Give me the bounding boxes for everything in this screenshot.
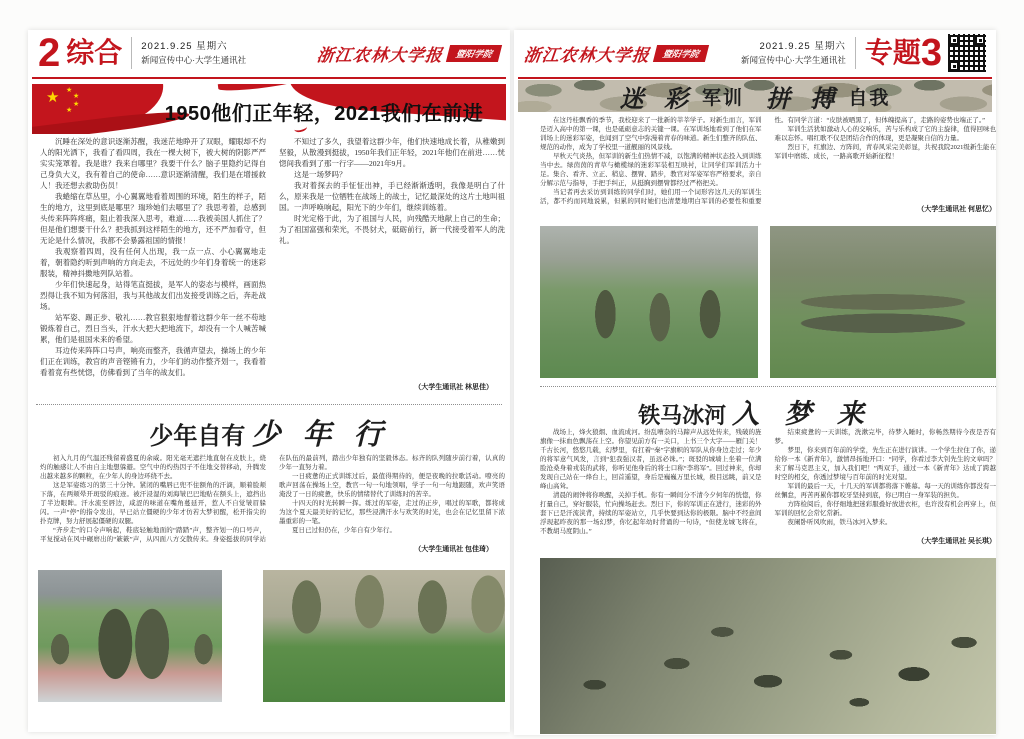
page-number: 2 — [38, 31, 61, 75]
masthead-title: 浙江农林大学报 — [522, 45, 651, 66]
flag-banner — [32, 84, 506, 134]
article2-headline-plain: 少年自有 — [149, 423, 246, 450]
photo-camo-hats-field — [540, 558, 996, 734]
article3-headline-calligraphy-2: 拼 搏 — [766, 83, 841, 113]
paragraph: 初入九月的气温还残留着盛夏的余威。阳光毫无遮拦地直射在皮肤上，烧灼的触感让人不由自主地想躲避。空气中的灼热因子不住地交替移动，升腾发出越来越多的颗粒，在少年人的身边环绕不去。 — [40, 455, 266, 480]
flag-star-big-icon: ★ — [46, 88, 60, 106]
paragraph: 不知过了多久，我望着这群少年，他们快速地成长着，从稚嫩到坚毅，从散漫到挺拔，1950年我们正年轻，2021年他们在前进……恍惚间我看到了那一行字——2021年9月。 — [279, 137, 505, 168]
qr-finder-icon — [949, 35, 959, 45]
article1-headline: 1950他们正年轻，2021我们在前进 — [164, 103, 484, 125]
paragraph: 在这丹桂飘香的季节，我校迎来了一批新的莘莘学子。对新生而言，军训是迈入高中的第一课，也是砥砺意志的关键一课。在军训场地看到了他们在军训场上的迷彩军姿，也闻到了空气中弥漫着青春的味道。新生们整齐的队伍、规范的动作，成为了学校里一道靓丽的风景线。 — [540, 117, 762, 151]
paragraph: 我蜷缩在草丛里，小心翼翼地看着周围的环境，陌生的样子，陌生的地方，这里到底是哪里？瑞珍她们去哪里了？我思考着，总感到头传来阵阵疼痛，阻止着我深入思考，难道……我被美国人抓住了？但是他们想要干什么？把我抓到这样陌生的地方，还不严加看守，但无论是什么情况，我都不会暴露祖国的情报！ — [40, 192, 266, 245]
paragraph: 沉睡在深处的意识逐渐苏醒，我迷茫地睁开了双眼，耀眼却不灼人的阳光洒下，我看了看四周，我在一棵大树下，被大树的阴影严严实实笼罩着。我是谁？我来自哪里？我要干什么？脑子里隐约记得自己身负大义，我有着自己的使命……意识逐渐清醒，我们是在增援救人！我还想去救助伤员！ — [40, 137, 266, 190]
photo-students-facing — [38, 570, 222, 702]
page-left — [28, 30, 510, 732]
red-rule — [32, 77, 506, 79]
masthead-badge: 暨阳学院 — [446, 45, 502, 62]
masthead-title: 浙江农林大学报 — [315, 45, 444, 66]
article3-headline-calligraphy-1: 迷 彩 — [619, 83, 694, 113]
paragraph: 时光定格于此，为了祖国与人民，向残酷天地献上自己的生命；为了祖国富强和荣光，不畏豺犬，砥砺前行，新一代接受着军人的洗礼。 — [279, 214, 505, 245]
article4-byline: （大学生通讯社 吴长琪） — [913, 536, 996, 546]
page-right — [514, 30, 996, 735]
paragraph: 夏日已过但仍在，少年自有少年行。 — [292, 527, 396, 534]
article3-headline-plain-1: 军训 — [701, 87, 744, 109]
left-header — [28, 30, 510, 76]
paragraph: 我观察着四周，没有任何人出现，我一点一点、小心翼翼地走着，朝着隐约听到声响的方向走去，不远处的少年们身着统一的迷彩服装，精神抖擞地列队站着。 — [40, 247, 266, 278]
article3-headline-plain-2: 自我 — [848, 87, 891, 109]
paragraph: 一日疲惫的正式训练过后，最值得期待的，便是夜晚的拉歌活动。嘹亮的歌声回荡在操场上空，教官一句一句地领唱，学子一句一句地跟随，欢声笑语淹没了一日的疲惫，快乐的情绪替代了训练时的苦辛。 — [279, 473, 505, 498]
photo-marching-legs — [263, 570, 505, 702]
camo-banner — [518, 80, 992, 112]
page-number: 3 — [920, 32, 942, 74]
paragraph: 烈日下，红旗边、方阵间，青春风采完美彰显，共祝我院2021级新生能在军训中磨练、成长，一路高歌开始新征程！ — [774, 144, 996, 160]
header-divider — [131, 37, 132, 69]
right-header — [514, 30, 996, 76]
date-text: 2021.9.25 星期六 — [141, 40, 228, 52]
date-block — [741, 40, 846, 67]
flag-star-icon: ★ — [66, 86, 73, 94]
photo-students-squatting — [770, 226, 996, 378]
article2-byline: （大学生通讯社 包佳琦） — [410, 544, 493, 554]
date-block — [141, 40, 246, 67]
paragraph: 夜阑卧听风吹雨，铁马冰河入梦来。 — [787, 519, 892, 526]
article3-body — [540, 116, 996, 206]
org-text: 新闻宣传中心·大学生通讯社 — [141, 54, 247, 65]
paragraph: 这是军姿练习的第三十分钟。紧闭的嘴唇已兜不住额角的汗滴，顺着脸颊下落，在两颊晕开斑驳的痕迹。被汗浸湿的刘海皱巴巴地贴在额头上，遮挡出了半边眼眸。汗水流至唇边，咸涩的味道在嘴角蔓延开，惹人不自觉皱眉躲闪。一声“停”的指令发出，早已站立僵硬的少年才仿若大梦初醒，松开指尖的扑克牌，努力舒展起僵硬的双腿。 — [40, 482, 266, 525]
paragraph: 梦里，你来到百年前的学堂，先生正在进行演讲。一个学生拉住了你，递给你一本《新青年》，激情昂扬地开口：“同学，你看过李大钊先生的文章吗？来了解马克思主义，加入我们吧！”两双手，通过一本《新青年》达成了跨越时空的相交，你透过梦境与百年前的时光对望。 — [774, 447, 996, 481]
article4-headline-calligraphy: 入 梦 来 — [732, 399, 872, 430]
photo-students-standing — [540, 226, 758, 378]
article4-headline — [514, 392, 996, 431]
article1-byline: （大学生通讯社 林思佳） — [414, 383, 493, 391]
qr-finder-icon — [975, 35, 985, 45]
red-rule — [518, 77, 992, 79]
dotted-divider — [36, 404, 502, 405]
section-title: 专题 — [864, 37, 921, 68]
paragraph: 少年们快速起身，站得笔直挺拔，是军人的姿态与模样，画面热烈得让我不知为何落泪，我与其他战友们出发接受训练之后，奔赴战场。 — [40, 280, 266, 311]
paragraph: 清晨的闹钟将你唤醒，关掉手机。你有一瞬间分不清今夕何年的恍惚，你打量自己，穿好服装，忙向操场赶去。烈日下，你的军训正在进行，迷彩的外套下已是汗流浃背，持续的军姿站立，几乎快要到达你的极限。脑中不经意间浮现起昨夜的那一场幻梦，你忆起年幼时背诵的一句诗，“但使龙城飞将在，不教胡马度阴山。” — [540, 492, 762, 535]
flag-star-icon: ★ — [73, 100, 80, 108]
paragraph: 军训生活犹如激动人心的交响乐，苦与乐构成了它的主旋律，值得回味也难以忘怀。唱红歌不仅是团结合作的体现，更是凝聚自信的力量。 — [774, 126, 996, 142]
masthead — [524, 41, 707, 66]
article3-byline: （大学生通讯社 何思忆） — [913, 204, 996, 214]
paragraph: 结束疲惫的一天训练，洗漱完毕，待梦入睡时，你畅然期待今夜是否有梦。 — [774, 429, 996, 445]
article4-body — [540, 428, 996, 548]
paragraph: 十四天的时光转瞬一挥。练过的军姿，走过的正步，唱过的军歌，都将成为这个夏天最美好的记忆，那些浸满汗水与欢笑的时光，也会在记忆里留下浓墨重彩的一笔。 — [279, 500, 505, 525]
paragraph: 我对着探去的手怔怔出神，手已经渐渐透明，我像是明白了什么，原来我是一位牺牲在战场上的战士，记忆最深处的这片土地叫祖国。一声呼唤响起，阳光下的少年们，继续训练着。 — [279, 181, 505, 212]
dotted-divider — [540, 386, 996, 387]
flag-star-icon: ★ — [66, 106, 73, 114]
paragraph: 耳边传来阵阵口号声，响亮而整齐，我循声望去，操场上的少年们正在训练，教官的声音铿锵有力，少年们的动作整齐划一，我看着看着竟有些恍惚，仿佛看到了当年的战友们。 — [40, 346, 266, 377]
paragraph: 早秋天气炎热，但军训的新生们热情不减，以饱满的精神状态投入到训练当中去。绿茵茵的青草与橄榄绿的迷彩军装相互映衬，让同学们军训活力十足。集合、看齐、立正、稍息、摆臂、踏步，教官对军姿军容严格要求，亲自分解示范与指导，手把手纠正，从挺胸到摆臂都经过严格把关。 — [540, 153, 762, 187]
article1-body — [40, 136, 505, 386]
org-text: 新闻宣传中心·大学生通讯社 — [741, 54, 846, 65]
header-divider — [855, 37, 856, 69]
masthead — [317, 41, 500, 66]
paragraph: 这是一场梦吗？ — [294, 170, 347, 179]
masthead-badge: 暨阳学院 — [653, 45, 709, 62]
paragraph: 站军姿、踢正步、敬礼……教官狠狠地督着这群少年一丝不苟地锻炼着自己，烈日当头，汗水大把大把地流下，却没有一个人喊苦喊累，他们是祖国未来的希望。 — [40, 313, 266, 344]
section-title: 综合 — [66, 37, 123, 68]
paragraph: 当记者再去采访到训练的同学们时，她们用一个词形容这几天的军训生活，都不约而同地说累，但累的同时她们也清楚地明白军训的必要性和重要性。有同学言道：“皮肤被晒黑了，但体魄提高了，走路的姿势也端正了。” — [540, 117, 986, 205]
article2-headline — [28, 412, 510, 453]
paragraph: “齐步走”的口令声响起，鞋底轻触地面的“踏踏”声，整齐划一的口号声，平复搅动在风中碾磨出的“簌簌”声，从四面八方交散传来。身姿挺拔的同学站在队伍的最前列，踏出少年独有的坚毅体态。标齐的队列随步前行着，认真的少年一直努力着。 — [40, 455, 505, 543]
paragraph: 方阵检阅后，你仔细地把迷彩服叠好放进衣柜，也许没有机会再穿上，但军训的回忆会常忆常新。 — [774, 501, 996, 517]
paragraph: 战场上，烽火狼烟、血流成河。纷乱嘈杂的马蹄声从远处传来，残破的旌旗像一抹血色飘荡在上空。你望见前方有一关口，上书三个大字——雁门关！千古长河，悠悠几载，幻梦里，有扛着“秦”字旗帜的军队从你身边走过；年少的将军意气风发，言到“犯我强汉者，虽远必诛。”；斑驳的城墙上坐着一位满脸沧桑身着戎装的武将，你听见他身后的将士口称“李将军”。回过神来，你却发现自己站在一烽台上，回首遥望，身后是巍巍万里长城，极目远眺，前又是峰山高耸。 — [540, 429, 762, 490]
paragraph: 军训的最后一天，十几天的军训都将落下帷幕。每一天的训练你都没有一丝懈怠，再苦再累你都咬牙坚持到底，你已明白一身军装的担负。 — [774, 483, 996, 499]
qr-code — [948, 34, 986, 72]
flag-star-icon: ★ — [73, 92, 80, 100]
qr-finder-icon — [949, 61, 959, 71]
date-text: 2021.9.25 星期六 — [759, 40, 846, 52]
article2-headline-calligraphy: 少 年 行 — [251, 417, 389, 451]
article4-headline-plain: 铁马冰河 — [638, 403, 727, 428]
